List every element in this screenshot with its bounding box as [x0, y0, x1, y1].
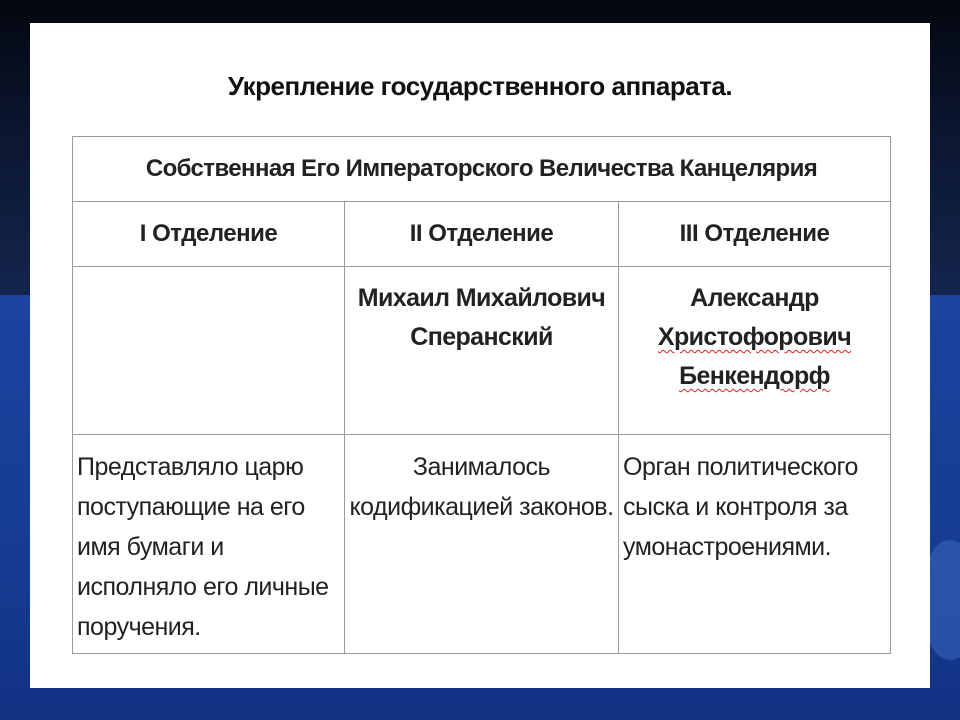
table-header-row — [73, 137, 891, 202]
head-3-surname: Бенкендорф — [679, 362, 830, 390]
slide-panel — [30, 23, 930, 688]
department-2-cell: II Отделение — [345, 202, 619, 267]
head-3-name: Александр — [690, 284, 819, 312]
department-2-head-cell — [345, 267, 619, 435]
head-2-surname: Сперанский — [410, 323, 553, 351]
department-1-cell: I Отделение — [73, 202, 345, 267]
table-header-cell: Собственная Его Императорского Величества Канцелярия — [73, 137, 891, 202]
department-2-description: Занималось кодификацией законов. — [345, 435, 619, 654]
department-1-head-cell — [73, 267, 345, 435]
department-1-description: Представляло царю поступающие на его имя бумаги и исполняло его личные поручения. — [73, 435, 345, 654]
head-2-name: Михаил Михайлович — [357, 284, 606, 312]
slide-title: Укрепление государственного аппарата. — [227, 71, 733, 101]
department-3-cell: III Отделение — [619, 202, 891, 267]
descriptions-row — [73, 435, 891, 654]
chancery-table — [72, 136, 891, 654]
head-3-patronymic: Христофорович — [657, 323, 852, 351]
department-3-head-cell — [619, 267, 891, 435]
heads-row — [73, 267, 891, 435]
department-3-description: Орган политического сыска и контроля за умонастроениями. — [619, 435, 891, 654]
departments-row — [73, 202, 891, 267]
